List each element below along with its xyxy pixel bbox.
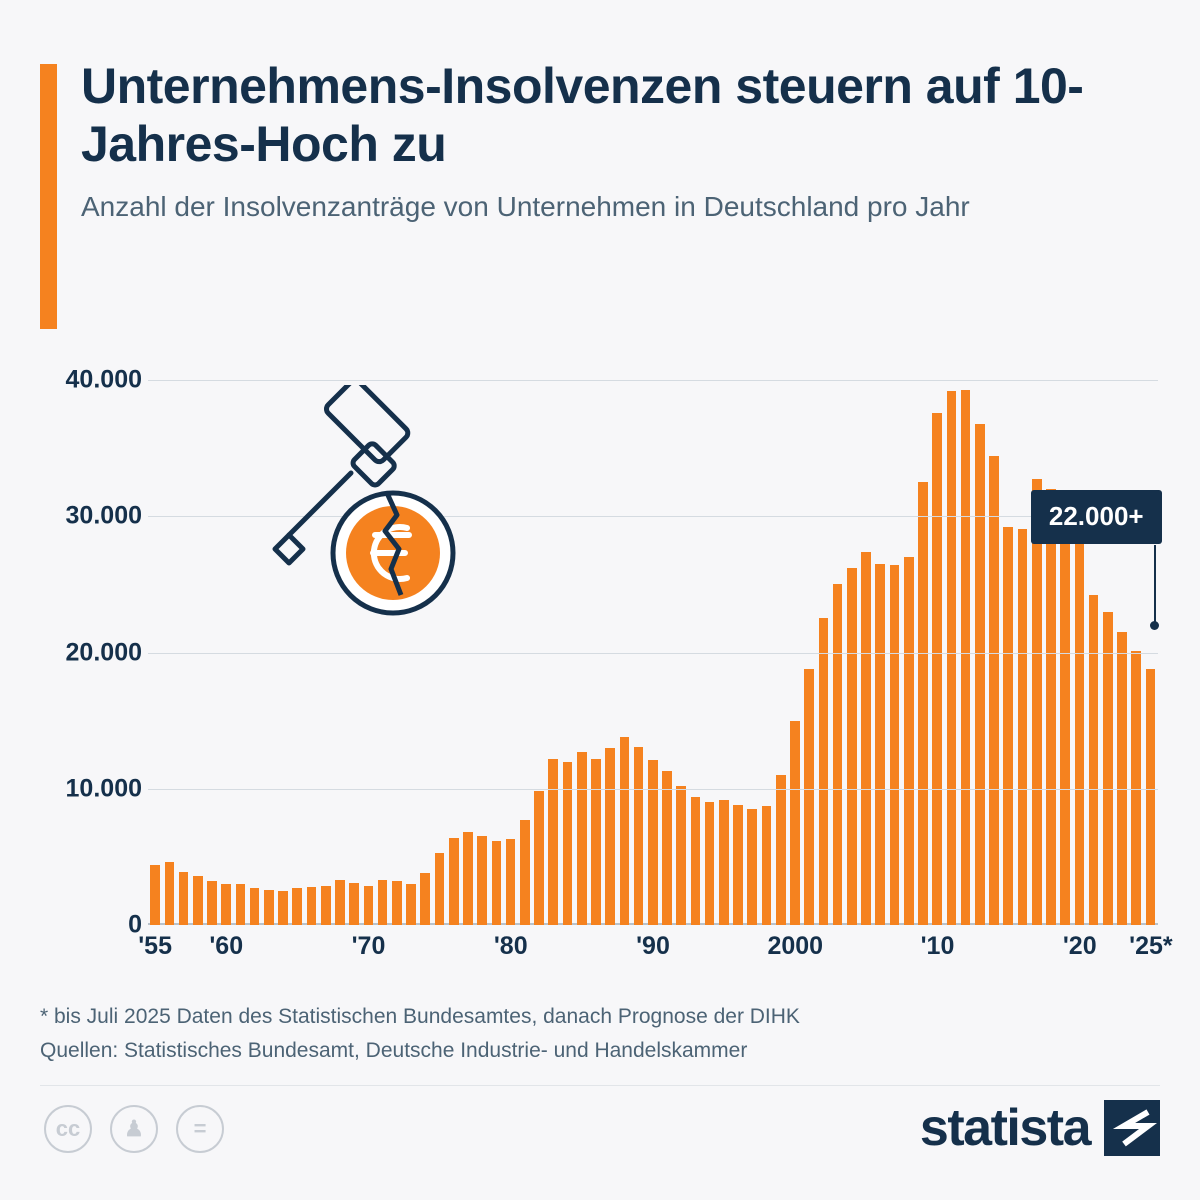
x-tick-label: '80 bbox=[493, 932, 528, 960]
bar bbox=[406, 884, 416, 925]
header bbox=[40, 58, 1160, 226]
bar bbox=[804, 669, 814, 925]
bar bbox=[932, 413, 942, 925]
bar bbox=[506, 839, 516, 925]
bar bbox=[605, 748, 615, 925]
euro-coin-icon bbox=[333, 493, 453, 613]
bar bbox=[378, 880, 388, 925]
bar bbox=[292, 888, 302, 925]
bar bbox=[364, 886, 374, 926]
bar bbox=[207, 881, 217, 925]
page-subtitle: Anzahl der Insolvenzanträge von Unternehmen in Deutschland pro Jahr bbox=[81, 191, 970, 222]
bar bbox=[150, 865, 160, 925]
y-tick-label: 10.000 bbox=[65, 774, 142, 803]
footnote-sources: Quellen: Statistisches Bundesamt, Deutsche Industrie- und Handelskammer bbox=[40, 1038, 748, 1062]
bar bbox=[847, 568, 857, 925]
bar bbox=[634, 747, 644, 925]
bar bbox=[179, 872, 189, 925]
nd-icon[interactable]: = bbox=[176, 1105, 224, 1153]
y-tick-label: 0 bbox=[128, 910, 142, 939]
footer-divider bbox=[40, 1085, 1160, 1086]
statista-logo-text: statista bbox=[919, 1099, 1090, 1157]
x-tick-label: '25* bbox=[1129, 932, 1173, 960]
bar bbox=[534, 791, 544, 925]
bar bbox=[961, 390, 971, 925]
statista-logo-mark bbox=[1104, 1100, 1160, 1156]
bar bbox=[733, 805, 743, 925]
bar bbox=[250, 888, 260, 925]
bar bbox=[620, 737, 630, 925]
callout-stem bbox=[1154, 545, 1156, 625]
bar bbox=[591, 759, 601, 925]
accent-bar bbox=[40, 64, 57, 329]
bar bbox=[307, 887, 317, 925]
bar bbox=[776, 775, 786, 925]
bar bbox=[548, 759, 558, 925]
bar bbox=[563, 762, 573, 926]
y-tick-label: 40.000 bbox=[65, 365, 142, 394]
chart-area bbox=[40, 360, 1173, 970]
bar bbox=[463, 832, 473, 925]
bar bbox=[662, 771, 672, 925]
bar bbox=[477, 836, 487, 925]
bar bbox=[520, 820, 530, 925]
bar bbox=[278, 891, 288, 925]
x-tick-label: 2000 bbox=[767, 932, 824, 960]
bar bbox=[762, 806, 772, 925]
x-tick-label: '55 bbox=[138, 932, 172, 960]
bar bbox=[989, 456, 999, 925]
x-tick-label: '60 bbox=[209, 932, 244, 960]
y-tick-label: 20.000 bbox=[65, 638, 142, 666]
bar bbox=[392, 881, 402, 925]
bar bbox=[1146, 669, 1156, 925]
bar bbox=[1003, 527, 1013, 925]
bar bbox=[1103, 612, 1113, 925]
bar bbox=[321, 886, 331, 926]
bar bbox=[1060, 515, 1070, 925]
gridline bbox=[148, 789, 1158, 790]
bar bbox=[890, 565, 900, 925]
bar bbox=[819, 618, 829, 925]
bar bbox=[947, 391, 957, 925]
bar bbox=[790, 721, 800, 925]
bar bbox=[449, 838, 459, 925]
bar bbox=[1117, 632, 1127, 925]
bar bbox=[833, 584, 843, 925]
bar bbox=[1089, 595, 1099, 925]
bar bbox=[648, 760, 658, 925]
footnotes bbox=[40, 1000, 800, 1067]
x-tick-label: '20 bbox=[1062, 932, 1097, 960]
bar bbox=[221, 884, 231, 925]
bar bbox=[420, 873, 430, 925]
bar bbox=[719, 800, 729, 925]
gavel-euro-illustration bbox=[255, 385, 485, 645]
bar bbox=[1046, 489, 1056, 925]
bar bbox=[691, 797, 701, 925]
bar bbox=[904, 557, 914, 925]
bar bbox=[335, 880, 345, 925]
page-title: Unternehmens-Insolvenzen steuern auf 10-Jahres-Hoch zu bbox=[81, 58, 1084, 172]
bar bbox=[676, 786, 686, 925]
bar bbox=[975, 424, 985, 925]
y-tick-label: 30.000 bbox=[65, 501, 142, 530]
statista-logo[interactable] bbox=[920, 1098, 1160, 1158]
bar bbox=[747, 809, 757, 925]
bar bbox=[435, 853, 445, 925]
bar bbox=[165, 862, 175, 925]
bar bbox=[1075, 539, 1085, 925]
value-callout: 22.000+ bbox=[1031, 490, 1162, 544]
x-tick-label: '90 bbox=[636, 932, 670, 960]
x-axis-labels bbox=[138, 932, 1173, 972]
bar bbox=[492, 841, 502, 925]
bar bbox=[705, 802, 715, 925]
gridline bbox=[148, 653, 1158, 654]
bar bbox=[349, 883, 359, 925]
bar bbox=[236, 884, 246, 925]
bar bbox=[918, 482, 928, 925]
by-icon[interactable]: ♟ bbox=[110, 1105, 158, 1153]
bar bbox=[1018, 529, 1028, 925]
footnote-asterisk: * bis Juli 2025 Daten des Statistischen Bundesamtes, danach Prognose der DIHK bbox=[40, 1005, 800, 1028]
bar bbox=[193, 876, 203, 925]
bar bbox=[861, 552, 871, 925]
cc-icon[interactable]: cc bbox=[44, 1105, 92, 1153]
gridline bbox=[148, 380, 1158, 381]
bar bbox=[577, 752, 587, 925]
bar bbox=[1032, 479, 1042, 925]
bar bbox=[875, 564, 885, 925]
x-tick-label: '10 bbox=[920, 932, 955, 960]
license-icons bbox=[44, 1105, 224, 1153]
x-tick-label: '70 bbox=[351, 932, 386, 960]
bar bbox=[264, 890, 274, 925]
